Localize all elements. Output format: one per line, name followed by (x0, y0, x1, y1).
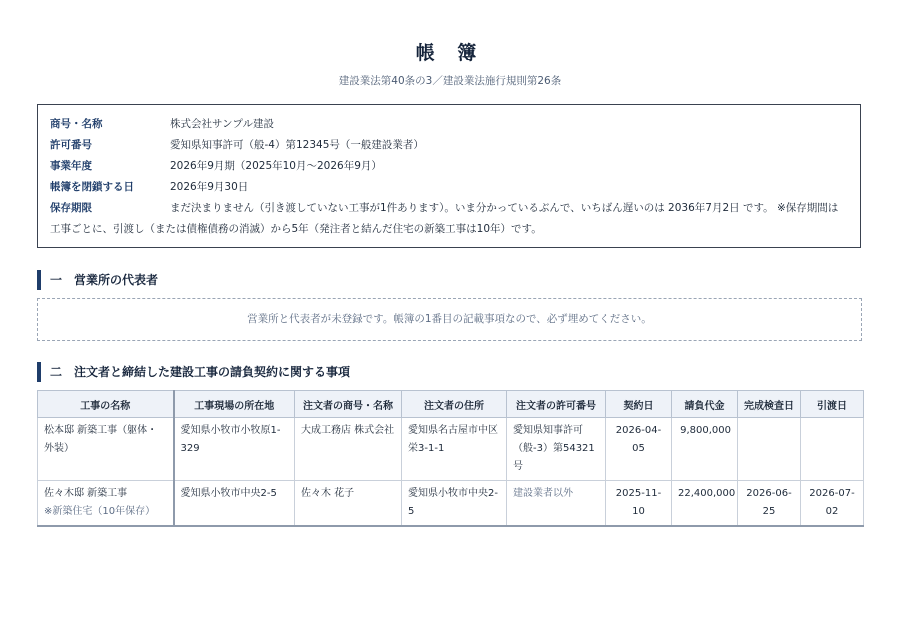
info-row-closing-date (50, 177, 848, 198)
col-header-delivery-date: 引渡日 (801, 391, 864, 418)
col-header-inspection-date: 完成検査日 (738, 391, 801, 418)
cell-name (38, 418, 174, 481)
retention-label: 保存期限 (50, 202, 92, 214)
license-value: 愛知県知事許可（般-4）第12345号（一般建設業者） (170, 139, 424, 151)
table-header-row (38, 391, 864, 418)
table-row[interactable] (38, 418, 864, 481)
table-row[interactable] (38, 481, 864, 527)
cell-site: 愛知県小牧市中央2-5 (174, 481, 295, 527)
cell-contract-date: 2025-11-10 (606, 481, 672, 527)
section-heading-contracts: 二 注文者と締結した建設工事の請負契約に関する事項 (37, 362, 861, 382)
business-info-box (37, 104, 861, 248)
license-label: 許可番号 (50, 139, 92, 151)
fiscal-year-label: 事業年度 (50, 160, 92, 172)
cell-client-address: 愛知県名古屋市中区栄3-1-1 (402, 418, 507, 481)
fiscal-year-value: 2026年9月期（2025年10月〜2026年9月） (170, 160, 382, 172)
col-header-client-license: 注文者の許可番号 (507, 391, 606, 418)
cell-name (38, 481, 174, 527)
cell-client-license: 愛知県知事許可（般-3）第54321号 (507, 418, 606, 481)
closing-date-value: 2026年9月30日 (170, 181, 249, 193)
retention-value: まだ決まりません（引き渡していない工事が1件あります）。いま分かっているぶんで、いちばん遅いのは 2036年7月2日 です。 ※保存期間は工事ごとに、引渡し（または債権債務の消滅）から5年（発注者と結んだ住宅の新築工事は10年）です。 (50, 202, 839, 235)
cell-amount: 22,400,000 (672, 481, 738, 527)
trade-name-label: 商号・名称 (50, 118, 103, 130)
closing-date-label: 帳簿を閉鎖する日 (50, 181, 134, 193)
project-name: 佐々木邸 新築工事 (44, 488, 128, 499)
col-header-contract-date: 契約日 (606, 391, 672, 418)
col-header-site: 工事現場の所在地 (174, 391, 295, 418)
info-row-trade-name (50, 114, 848, 135)
representative-missing-notice: 営業所と代表者が未登録です。帳簿の1番目の記載事項なので、必ず埋めてください。 (37, 298, 862, 341)
cell-delivery-date: 2026-07-02 (801, 481, 864, 527)
cell-contract-date: 2026-04-05 (606, 418, 672, 481)
page-title: 帳 簿 (415, 42, 485, 64)
info-row-retention (50, 198, 848, 240)
project-note: ※新築住宅（10年保存） (44, 506, 156, 517)
cell-client-license: 建設業者以外 (507, 481, 606, 527)
cell-amount: 9,800,000 (672, 418, 738, 481)
cell-site: 愛知県小牧市小牧原1-329 (174, 418, 295, 481)
cell-client: 大成工務店 株式会社 (295, 418, 402, 481)
project-name: 松本邸 新築工事（躯体・外装） (44, 425, 158, 454)
trade-name-value: 株式会社サンプル建設 (170, 118, 275, 130)
info-row-fiscal-year (50, 156, 848, 177)
col-header-client-address: 注文者の住所 (402, 391, 507, 418)
page-subtitle: 建設業法第40条の3／建設業法施行規則第26条 (338, 75, 562, 87)
cell-inspection-date: 2026-06-25 (738, 481, 801, 527)
col-header-name: 工事の名称 (38, 391, 174, 418)
info-row-license (50, 135, 848, 156)
section-heading-representative: 一 営業所の代表者 (37, 270, 861, 290)
col-header-amount: 請負代金 (672, 391, 738, 418)
contracts-table (37, 390, 864, 527)
cell-client-address: 愛知県小牧市中央2-5 (402, 481, 507, 527)
cell-client: 佐々木 花子 (295, 481, 402, 527)
cell-inspection-date (738, 418, 801, 481)
col-header-client: 注文者の商号・名称 (295, 391, 402, 418)
cell-delivery-date (801, 418, 864, 481)
